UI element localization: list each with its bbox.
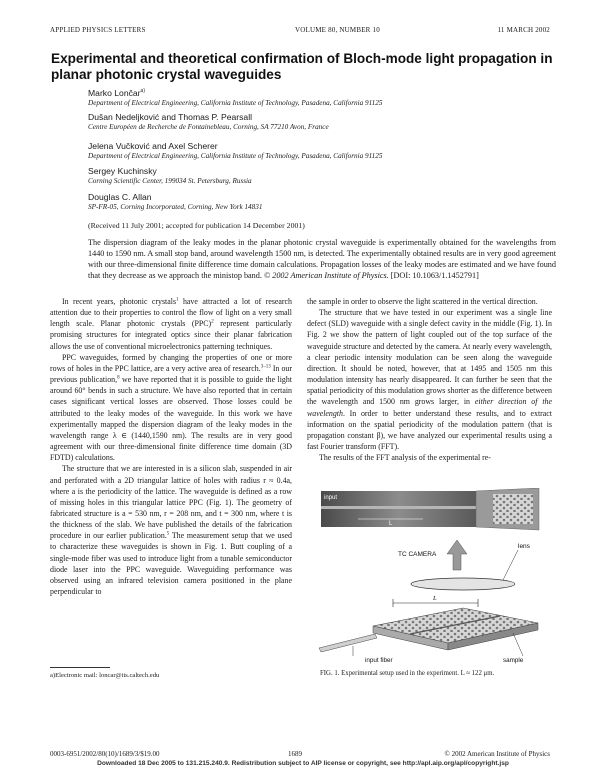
- body-column-left: [50, 296, 292, 597]
- author-entry: [88, 141, 558, 161]
- download-notice: Downloaded 18 Dec 2005 to 131.215.240.9. Redistribution subject to AIP license or copyright, see http://apl.aip.org/apl/copyright.jsp: [97, 760, 509, 767]
- journal-name: APPLIED PHYSICS LETTERS: [50, 26, 146, 34]
- publisher-copyright: © 2002 American Institute of Physics: [444, 750, 550, 758]
- author-affiliation: Corning Scientific Center, 199034 St. Petersburg, Russia: [88, 177, 252, 185]
- author-affiliation: Centre Européen de Recherche de Fontainebleau, Corning, SA 77210 Avon, France: [88, 123, 329, 131]
- author-affiliation: Department of Electrical Engineering, California Institute of Technology, Pasadena, California 91125: [88, 152, 383, 160]
- lens-label: lens: [518, 543, 530, 550]
- author-name: Jelena Vučković and Axel Scherer: [88, 141, 218, 151]
- author-name: Marko Lončar: [88, 88, 141, 98]
- author-entry: [88, 192, 558, 212]
- paragraph: In recent years, photonic crystals$^1$ have attracted a lot of research attention due to their properties to control the flow of light on a very small length scale. Planar photonic crystals (PPC)$^2$ represent particularly promising structures for integrated optics since their planar fabrication allows the use of conventional microelectronics patterning techniques.: [50, 297, 293, 351]
- arrow-up-icon: [447, 540, 467, 570]
- reference-mark[interactable]: 2: [211, 319, 214, 325]
- waveguide-line: [321, 506, 476, 509]
- paragraph: The structure that we are interested in is a silicon slab, suspended in air and perforated with a 2D triangular lattice of holes with radius r ≈ 0.4a, where a is the periodicity of the lattice. The waveguide is defined as a row of missing holes in this triangular lattice PPC (Fig. 1). The geometry of fabricated structure is a = 530 nm, r = 208 nm, and t = 300 nm, where t is the thickness of the slab. We have published the details of the fabrication procedure in our earlier publication.$^5$ The measurement setup that we used to characterize these waveguides is shown in Fig. 1. Butt coupling of a single-mode fiber was used to introduce light from a tunable semiconductor diode laser into the PPC waveguide. Waveguiding performance was observed using an infrared television camera positioned in the plane perpendicular to: [50, 464, 292, 597]
- setup-diagram: [313, 488, 553, 666]
- paper-title: Experimental and theoretical confirmation of Bloch-mode light propagation in planar photonic crystal waveguides: [51, 51, 553, 82]
- author-name: Douglas C. Allan: [88, 192, 152, 202]
- author-affiliation: Department of Electrical Engineering, California Institute of Technology, Pasadena, California 91125: [88, 99, 383, 107]
- author-entry: [88, 166, 558, 186]
- fiber-label: input fiber: [365, 657, 393, 664]
- abstract: [88, 238, 556, 282]
- author-entry: [88, 88, 558, 108]
- volume-number: VOLUME 80, NUMBER 10: [295, 26, 380, 34]
- footnote-divider: [50, 667, 110, 668]
- reference-mark[interactable]: 8: [117, 375, 120, 381]
- input-fiber: [319, 634, 377, 652]
- length-bracket-label: L: [433, 595, 437, 602]
- reference-mark[interactable]: 5: [166, 531, 170, 537]
- reference-mark[interactable]: 1: [176, 297, 179, 303]
- lens-pointer: [503, 550, 518, 580]
- author-affiliation: SP-FR-05, Corning Incorporated, Corning, New York 14831: [88, 203, 263, 211]
- input-label: input: [324, 495, 338, 501]
- lens-shape: [411, 578, 515, 590]
- sample-label: sample: [503, 657, 524, 664]
- doi-link[interactable]: [DOI: 10.1063/1.1452791]: [390, 270, 479, 280]
- issue-date: 11 MARCH 2002: [497, 26, 550, 34]
- author-name: Sergey Kuchinsky: [88, 166, 157, 176]
- page-number: 1689: [288, 750, 302, 758]
- figure-1: [313, 488, 553, 666]
- body-column-right: [307, 296, 552, 463]
- received-dates: (Received 11 July 2001; accepted for publication 14 December 2001): [88, 221, 305, 230]
- footnote: a)Electronic mail: loncar@its.caltech.edu: [50, 672, 160, 679]
- reference-mark[interactable]: 3–13: [260, 364, 271, 370]
- abstract-copyright: © 2002 American Institute of Physics.: [263, 270, 389, 280]
- paragraph: the sample in order to observe the light scattered in the vertical direction.: [307, 297, 538, 306]
- abstract-text: The dispersion diagram of the leaky modes in the planar photonic crystal waveguide is experimentally obtained for the wavelengths from 1440 to 1590 nm. A small stop band, around wavelength 1500 nm, is detected. The experimentally obtained results are in very good agreement with our three-dimensional finite difference time domain calculations. Propagation losses of the leaky modes are estimated and we have found that they decrease as we approach the ministop band.: [88, 238, 556, 280]
- author-footnote-mark: a): [140, 88, 145, 95]
- issn-code: 0003-6951/2002/80(10)/1689/3/$19.00: [50, 750, 160, 758]
- author-name: Dušan Nedeljković and Thomas P. Pearsall: [88, 112, 253, 122]
- photonic-crystal-inset: [493, 494, 533, 524]
- paragraph: The structure that we have tested in our experiment was a single line defect (SLD) waveguide with a single defect cavity in the middle (Fig. 1). In Fig. 2 we show the pattern of light coupled out of the top surface of the waveguide structure and detected by the camera. At nearly every wavelength, a clear periodic intensity modulation can be seen along the waveguide direction. It should be noted, however, that at 1495 and 1505 nm this modulation intensity has nearly disappeared. It can further be seen that the spatial periodicity of this modulation grows shorter as the difference between the wavelength and 1500 nm grows larger, in either direction of the wavelength. In order to better understand these results, and to extract information on the spatial periodicity of the modulation pattern (that is propagation constant β), we have analyzed our experimental results using a fast Fourier transform (FFT).: [307, 308, 552, 452]
- paragraph: The results of the FFT analysis of the experimental re-: [319, 453, 491, 463]
- paragraph: PPC waveguides, formed by changing the properties of one or more rows of holes in the PPC lattice, are a very active area of research.$^{3-13}$ In our previous publication,$^8$ we have reported that it is possible to guide the light around 60° bends in such a structure. We have also reported that in certain cases significant vertical losses are observed. Those losses could be attributed to the leaky modes of the waveguide. In this work we have experimentally mapped the dispersion diagram of the leaky modes in the wavelength range λ ∈ (1440,1590 nm). The results are in very good agreement with our three-dimensional finite difference time domain (3D FDTD) calculations.: [50, 352, 293, 463]
- figure-caption: FIG. 1. Experimental setup used in the experiment. L ≈ 122 μm.: [320, 670, 495, 677]
- length-label: L: [389, 521, 393, 527]
- author-entry: [88, 112, 558, 132]
- camera-label: TC CAMERA: [398, 551, 437, 558]
